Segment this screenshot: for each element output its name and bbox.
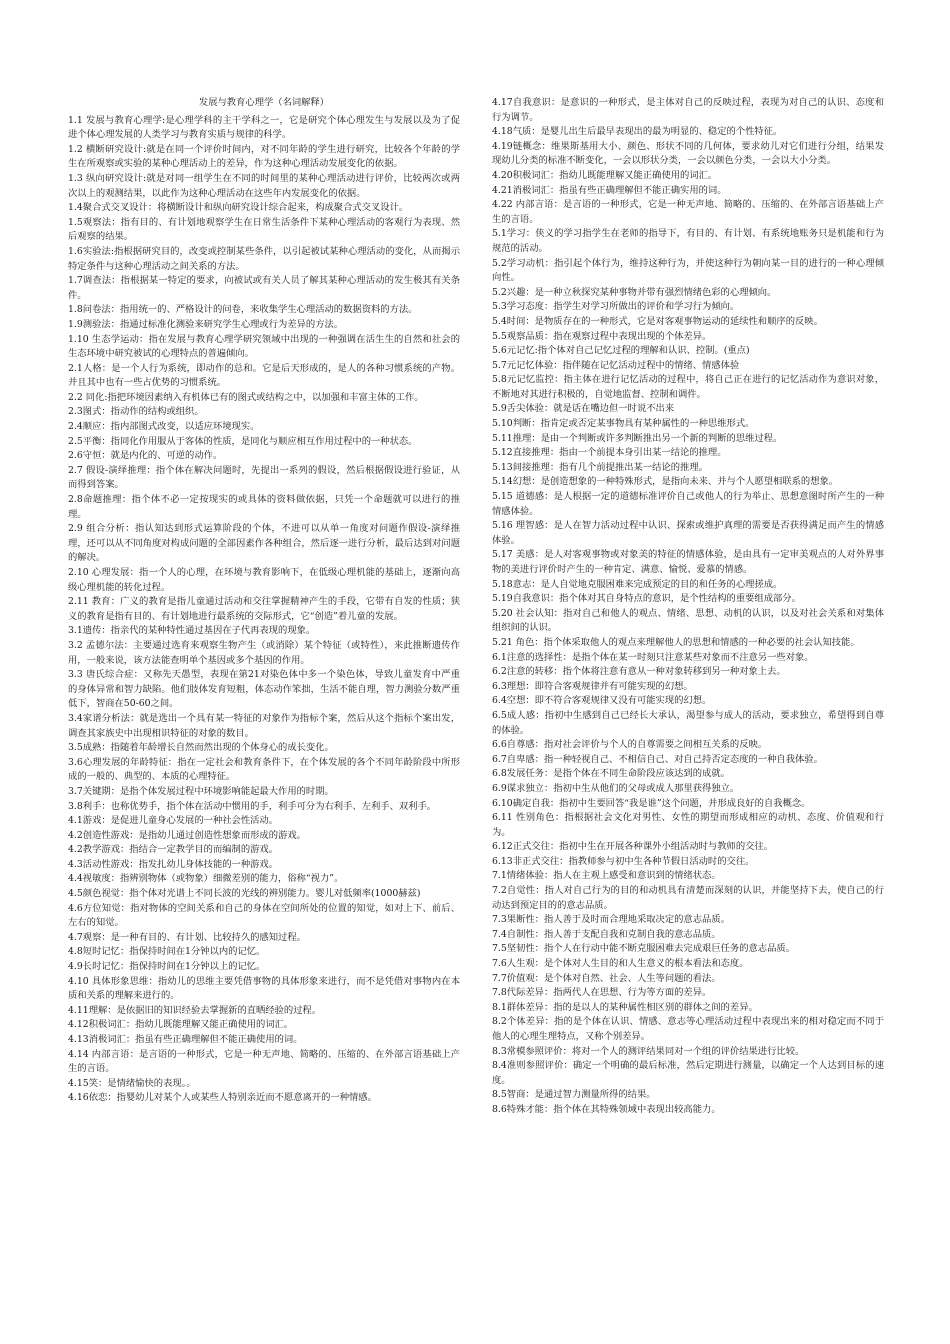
term-entry: 5.10判断：指肯定或否定某事物具有某种属性的一种思维形式。 — [492, 418, 755, 430]
term-entry: 4.9长时记忆：指保持时间在1分钟以上的记忆。 — [68, 961, 266, 973]
term-entry: 4.1游戏：是促进儿童身心发展的一种社会性活动。 — [68, 815, 279, 827]
term-entry: 4.5颜色视觉：指个体对光谱上不同长波的光线的辨别能力。婴儿对低频率(1000赫兹) — [68, 888, 421, 900]
term-entry: 6.13非正式交往：指教师参与初中生各种节假日活动时的交往。 — [492, 855, 755, 867]
term-entry: 7.2自觉性：指人对自己行为的目的和动机具有清楚而深刻的认识，并能坚持下去，使自己的行动达到预定目的的意志品质。 — [492, 885, 884, 911]
term-entry: 5.15 道德感：是人根据一定的道德标准评价自己或他人的行为举止、思想意图时所产生的一种情感体验。 — [492, 491, 884, 517]
right-column — [492, 96, 884, 1118]
term-entry: 6.12正式交往：指初中生在开展各种课外小组活动时与教师的交往。 — [492, 841, 774, 853]
term-entry: 5.18意志：是人自觉地克服困难来完成预定的目的和任务的心理搓成。 — [492, 578, 783, 590]
term-entry: 4.21消极词汇：指虽有些正确理解但不能正确实用的词。 — [492, 184, 727, 196]
term-entry: 2.4顺应：指内部图式改变，以适应环境现实。 — [68, 421, 260, 433]
term-entry: 7.1情绪体验：指人在主观上感受和意识到的情绪状态。 — [492, 870, 721, 882]
term-entry: 7.3果断性：指人善于及时而合理地采取决定的意志品质。 — [492, 914, 730, 926]
term-entry: 2.3图式：指动作的结构或组织。 — [68, 406, 204, 418]
term-entry: 5.4时间：是物质存在的一种形式，它是对客观事物运动的延续性和顺序的反映。 — [492, 315, 823, 327]
term-entry: 5.16 理智感：是人在智力活动过程中认识、探索或维护真理的需要是否获得满足而产生的情感体验。 — [492, 520, 884, 546]
left-entry-list — [68, 114, 460, 1106]
term-entry: 2.7 假设-演绎推理：指个体在解决问题时，先提出一系列的假设，然后根据假设进行验证，从而得到答案。 — [68, 464, 460, 491]
term-entry: 5.17 美感：是人对客观事物或对象美的特征的情感体验，是由具有一定审美观点的人对外界事物的美进行评价时产生的一种肯定、满意、愉悦、爱慕的情感。 — [492, 549, 884, 575]
term-entry: 3.6心理发展的年龄特征：指在一定社会和教育条件下，在个体发展的各个不同年龄阶段中所形成的一般的、典型的、本质的心理特征。 — [68, 756, 460, 783]
term-entry: 1.10 生态学运动：指在发展与教育心理学研究领域中出现的一种强调在活生生的自然和社会的生态环境中研究被试的心理特点的普遍倾向。 — [68, 333, 460, 360]
term-entry: 6.6自尊感：指对社会评价与个人的自尊需要之间相互关系的反映。 — [492, 739, 768, 751]
term-entry: 5.11推理：是由一个判断或许多判断推出另一个新的判断的思维过程。 — [492, 432, 783, 444]
term-entry: 7.8代际差异：指两代人在思想、行为等方面的差异。 — [492, 987, 712, 999]
term-entry: 8.6特殊才能：指个体在其特殊领域中表现出较高能力。 — [492, 1103, 721, 1115]
term-entry: 4.7观察：是一种有目的、有计划、比较持久的感知过程。 — [68, 931, 306, 943]
term-entry: 4.19链概念：维果斯基用大小、颜色、形状不同的几何体，要求幼儿对它们进行分组，结果发现幼儿分类的标准不断变化，一会以形状分类，一会以颜色分类，一会以大小分类。 — [492, 140, 884, 167]
term-entry: 6.11 性别角色：指根据社会文化对男性、女性的期望而形成相应的动机、态度、价值观和行为。 — [492, 812, 884, 838]
term-entry: 5.21 角色：指个体采取他人的观点来理解他人的思想和情感的一种必要的社会认知技能。 — [492, 636, 860, 648]
term-entry: 3.2 孟德尔法：主要通过选育来观察生物产生（或消除）某个特征（或特性），来此推断遗传作用，一般来说，该方法能查明单个基因或多个基因的作用。 — [68, 639, 460, 666]
term-entry: 1.3 纵向研究设计:就是对同一组学生在不同的时间里的某种心理活动进行评价，比较两次或两次以上的观测结果，以此作为这种心理活动在这些年内发展变化的依据。 — [68, 172, 460, 199]
term-entry: 4.12积极词汇：指幼儿既能理解又能正确使用的词汇。 — [68, 1019, 294, 1031]
left-column — [68, 96, 460, 1106]
term-entry: 4.6方位知觉：指对物体的空间关系和自己的身体在空间所处的位置的知觉，如对上下、前后、左右的知觉。 — [68, 902, 460, 929]
term-entry: 4.2教学游戏：指结合一定教学目的而编制的游戏。 — [68, 844, 279, 856]
term-entry: 8.1群体差异：指的是以人的某种属性相区别的群体之间的差异。 — [492, 1001, 758, 1013]
term-entry: 1.6实验法:指根据研究目的，改变或控制某些条件，以引起被试某种心理活动的变化，从而揭示特定条件与这种心理活动之间关系的方法。 — [68, 245, 460, 272]
term-entry: 7.5坚韧性：指个人在行动中能不断克服困难去完成艰巨任务的意志品质。 — [492, 943, 795, 955]
term-entry: 5.19自我意识：指个体对其自身特点的意识，是个性结构的重要组成部分。 — [492, 593, 801, 605]
term-entry: 8.3常模参照评价：将对一个人的测评结果同对一个组的评价结果进行比较。 — [492, 1045, 805, 1057]
term-entry: 4.14 内部言语：是言语的一种形式，它是一种无声地、简略的、压缩的、在外部言语基础上产生的言语。 — [68, 1048, 460, 1075]
term-entry: 5.14幻想：是创造想象的一种特殊形式，是指向未来、并与个人愿望相联系的想象。 — [492, 476, 839, 488]
term-entry: 1.9测验法：指通过标准化测验来研究学生心理或行为差异的方法。 — [68, 318, 344, 330]
term-entry: 7.6人生观：是个体对人生目的和人生意义的根本看法和态度。 — [492, 958, 749, 970]
term-entry: 1.7调查法：指根据某一特定的要求，向被试或有关人员了解其某种心理活动的发生极其有关条件。 — [68, 275, 460, 301]
term-entry: 6.2注意的转移：指个体将注意有意从一种对象转移到另一种对象上去。 — [492, 666, 786, 678]
term-entry: 4.11理解：是依据旧的知识经验去掌握新的直晒经验的过程。 — [68, 1004, 322, 1016]
term-entry: 1.1 发展与教育心理学:是心理学科的主干学科之一，它是研究个体心理发生与发展以及为了促进个体心理发展的人类学习与教育实质与规律的科学。 — [68, 114, 460, 141]
term-entry: 4.13消极词汇：指虽有些正确理解但不能正确使用的词。 — [68, 1034, 303, 1045]
term-entry: 3.1遗传：指亲代的某种特性通过基因在子代再表现的现象。 — [68, 625, 316, 637]
term-entry: 3.5成熟：指随着年龄增长自然而然出现的个体身心的成长变化。 — [68, 742, 334, 754]
term-entry: 1.8问卷法：指用统一的、严格设计的问卷，来收集学生心理活动的数据资料的方法。 — [68, 304, 418, 316]
term-entry: 6.10确定自我：指初中生要回答“我是谁”这个问题，并形成良好的自我概念。 — [492, 797, 811, 809]
document-title: 发展与教育心理学（名词解释） — [198, 97, 330, 108]
term-entry: 2.2 同化:指把环境因素纳入有机体已有的图式或结构之中，以加强和丰富主体的工作。 — [68, 391, 424, 403]
term-entry: 1.5观察法：指有目的、有计划地观察学生在日常生活条件下某种心理活动的客观行为表现、然后观察的结果。 — [68, 216, 460, 243]
term-entry: 5.5观察品质：指在观察过程中表现出现的个体差异。 — [492, 330, 712, 342]
term-entry: 6.7自卑感：指一种轻视自己、不相信自己、对自己持否定态度的一种自我体验。 — [492, 753, 823, 765]
term-entry: 4.18气质：是婴儿出生后最早表现出的最为明显的、稳定的个性特征。 — [492, 126, 783, 138]
term-entry: 2.5平衡：指同化作用服从于客体的性质，是同化与顺应相互作用过程中的一种状态。 — [68, 435, 418, 447]
term-entry: 4.17自我意识：是意识的一种形式，是主体对自己的反映过程，表现为对自己的认识、态度和行为调节。 — [492, 97, 884, 123]
term-entry: 6.5成人感：指初中生感到自己已经长大承认，渴望参与成人的活动，要求独立，希望得到自尊的体验。 — [492, 709, 884, 736]
term-entry: 1.2 横断研究设计:就是在同一个评价时间内，对不同年龄的学生进行研究，比较各个年龄的学生在所观察或实验的某种心理活动上的差异，作为这种心理活动发展变化的依据。 — [68, 143, 460, 170]
term-entry: 3.4家谱分析法：就是选出一个具有某一特征的对象作为指标个案，然后从这个指标个案出发，调查其家族史中出现相识特征的对象的数目。 — [68, 712, 460, 739]
term-entry: 8.5智商：是通过智力测量所得的结果。 — [492, 1089, 656, 1101]
term-entry: 4.3活动性游戏：指发扎幼儿身体技能的一种游戏。 — [68, 858, 279, 870]
term-entry: 2.1人格：是一个人行为系统，即动作的总和。它是后天形成的，是人的各种习惯系统的产物。并且其中也有一些占优势的习惯系统。 — [68, 362, 460, 389]
term-entry: 5.8元记忆监控：指主体在进行记忆活动的过程中，将自己正在进行的记忆活动作为意识对象，不断地对其进行积极的，自觉地监督、控制和调件。 — [492, 374, 884, 400]
term-entry: 5.20 社会认知：指对自己和他人的观点、情绪、思想、动机的认识，以及对社会关系和对集体组织间的认识。 — [492, 607, 884, 634]
term-entry: 5.2兴趣：是一种立秋探究某种事物并带有强烈情绪色彩的心理倾向。 — [492, 286, 777, 298]
term-entry: 6.1注意的选择性：是指个体在某一时刻只注意某些对象而不注意另一些对象。 — [492, 651, 814, 663]
term-entry: 2.11 教育：广义的教育是指儿童通过活动和交往掌握精神产生的手段，它带有自发的性质；狭义的教育是指有目的、有计划地进行最系统的交际形式，它“创造”着儿童的发展。 — [68, 596, 460, 622]
term-entry: 5.6元记忆:指个体对自己记忆过程的理解和认识、控制。(重点) — [492, 345, 750, 357]
term-entry: 5.9舌尖体验：就是话在嘴边但一时说不出来 — [492, 403, 675, 415]
term-entry: 5.13间接推理：指有几个前提推出某一结论的推理。 — [492, 461, 708, 473]
term-entry: 5.3学习态度：指学生对学习所做出的评价和学习行为倾向。 — [492, 301, 740, 313]
term-entry: 6.3理想：即符合客观规律并有可能实现的幻想。 — [492, 680, 693, 692]
term-entry: 3.7关键期：是指个体发展过程中环境影响能起最大作用的时期。 — [68, 785, 334, 797]
term-entry: 4.2创造性游戏：是指幼儿通过创造性想象而形成的游戏。 — [68, 829, 306, 841]
right-entry-list — [492, 96, 884, 1118]
term-entry: 3.8利手：也称优势手，指个体在活动中惯用的手，利手可分为右利手、左利手、双利手。 — [68, 800, 437, 812]
term-entry: 6.8发展任务：是指个体在不同生命阶段应该达到的成就。 — [492, 768, 730, 780]
term-entry: 8.4准则参照评价：确定一个明确的最后标准，然后定期进行测量，以确定一个人达到目标的速度。 — [492, 1060, 884, 1086]
term-entry: 4.16依恋：指婴幼儿对某个人或某些人特别亲近而不愿意离开的一种情感。 — [68, 1092, 377, 1104]
term-entry: 6.4空想：即不符合客观规律又没有可能实现的幻想。 — [492, 695, 712, 707]
term-entry: 5.7元记忆体验：指伴随在记忆活动过程中的情绪、情感体验 — [492, 359, 740, 371]
term-entry: 3.3 唐氏综合症：又称先天愚型，表现在第21对染色体中多一个染色体，导致儿童发育中严重的身体异常和智力缺陷。他们肢体发育短粗，体态动作笨拙，生活不能自理，智力测验分数严重低下，智商在50-60之间。 — [68, 669, 460, 710]
term-entry: 5.2学习动机：指引起个体行为，维持这种行为，并使这种行为朝向某一目的进行的一种心理倾向性。 — [492, 257, 884, 284]
term-entry: 7.7价值观：是个体对自然、社会、人生等问题的看法。 — [492, 972, 721, 984]
term-entry: 4.20积极词汇：指幼儿既能理解又能正确使用的词汇。 — [492, 169, 718, 181]
term-entry: 2.9 组合分析：指认知达到形式运算阶段的个体，不进可以从单一角度对问题作假设-演绎推理，还可以从不同角度对构成问题的全部因素作各种组合，然后逐一进行分析，最后达到对问题的解决。 — [68, 523, 460, 564]
term-entry: 4.15笑：是情绪愉快的表现。。 — [68, 1077, 196, 1089]
term-entry: 4.4视敏度：指辨别物体（或物象）细微差别的能力，俗称“视力”。 — [68, 873, 344, 885]
term-entry: 5.1学习：侠义的学习指学生在老师的指导下，有目的、有计划、有系统地账务只是机能和行为规范的活动。 — [492, 228, 884, 254]
term-entry: 4.8短时记忆：指保持时间在1分钟以内的记忆。 — [68, 946, 266, 958]
term-entry: 7.4自制性：指人善于支配自我和克制自我的意志品质。 — [492, 928, 721, 940]
term-entry: 5.12直接推理：指由一个前提本身引出某一结论的推理。 — [492, 447, 727, 459]
term-entry: 2.8命题推理：指个体不必一定按现实的或具体的资料做依据，只凭一个命题就可以进行的推理。 — [68, 494, 460, 520]
term-entry: 6.9谋求独立：指初中生从他们的父母或成人那里获得独立。 — [492, 782, 740, 794]
term-entry: 8.2个体差异：指的是个体在认识、情感、意志等心理活动过程中表现出来的相对稳定而不同于他人的心理生理特点，又称个别差异。 — [492, 1016, 884, 1042]
term-entry: 2.10 心理发展：指一个人的心理，在环境与教育影响下，在低级心理机能的基础上，逐渐向高级心理机能的转化过程。 — [68, 567, 460, 593]
term-entry: 1.4聚合式交叉设计：将横断设计和纵向研究设计综合起来，构成聚合式交叉设计。 — [68, 202, 409, 214]
term-entry: 2.6守恒：就是内化的、可逆的动作。 — [68, 450, 223, 462]
term-entry: 4.10 具体形象思维：指幼儿的思维主要凭借事物的具体形象来进行，而不是凭借对事物内在本质和关系的理解来进行的。 — [68, 975, 460, 1002]
term-entry: 4.22 内部言语：是言语的一种形式，它是一种无声地、简略的、压缩的、在外部言语基础上产生的言语。 — [492, 199, 884, 225]
